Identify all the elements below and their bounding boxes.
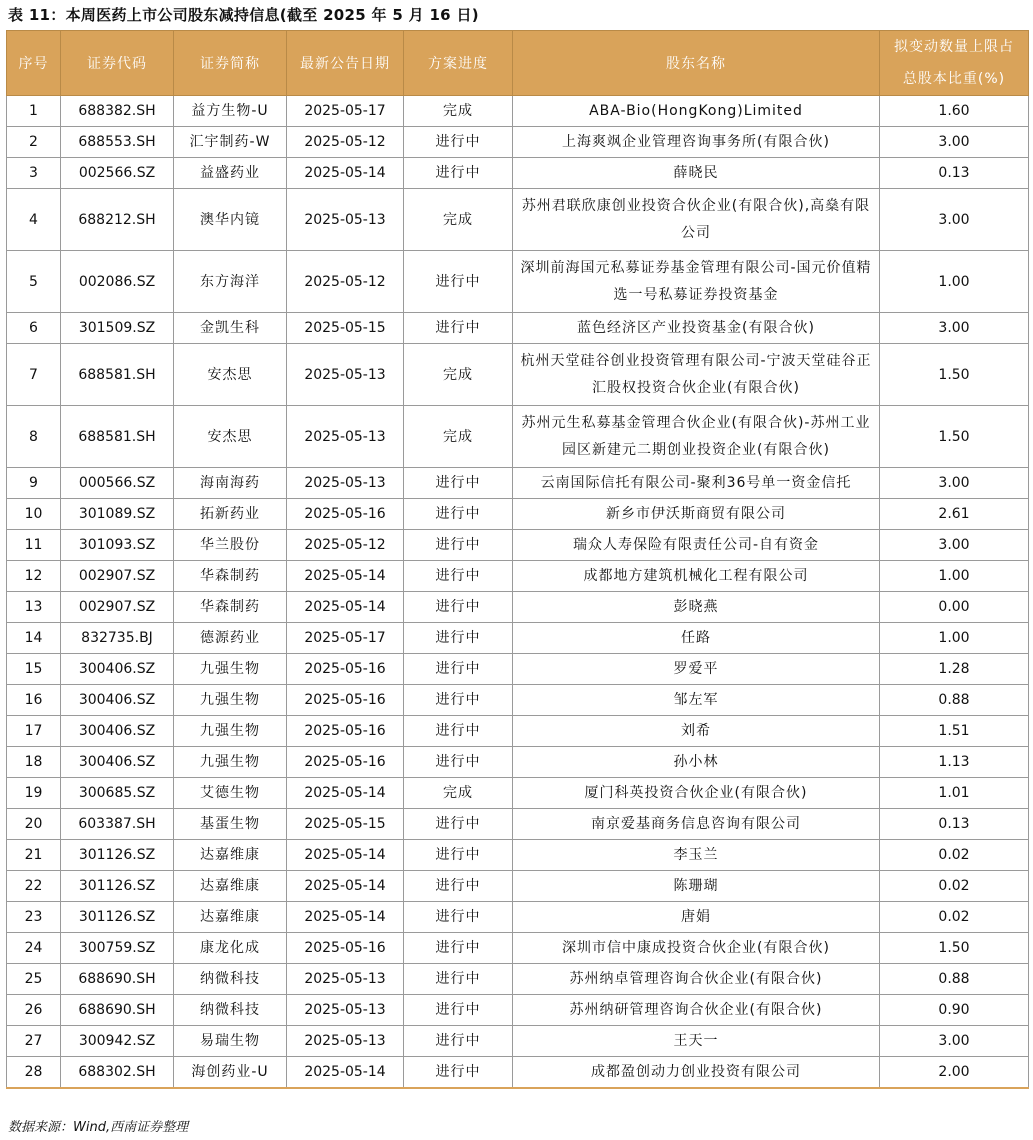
cell-progress: 进行中: [404, 716, 513, 747]
cell-date: 2025-05-16: [287, 685, 404, 716]
cell-code: 688690.SH: [61, 995, 174, 1026]
cell-code: 300942.SZ: [61, 1026, 174, 1057]
cell-no: 23: [7, 902, 61, 933]
cell-holder: 上海爽飒企业管理咨询事务所(有限合伙): [513, 127, 880, 158]
cell-progress: 进行中: [404, 747, 513, 778]
cell-ratio: 1.51: [880, 716, 1029, 747]
cell-name: 九强生物: [174, 747, 287, 778]
cell-ratio: 3.00: [880, 127, 1029, 158]
cell-no: 4: [7, 189, 61, 251]
cell-holder: 李玉兰: [513, 840, 880, 871]
cell-name: 达嘉维康: [174, 902, 287, 933]
table-row: [7, 623, 1029, 654]
cell-date: 2025-05-13: [287, 995, 404, 1026]
cell-name: 海创药业-U: [174, 1057, 287, 1089]
table-row: [7, 344, 1029, 406]
table-row: [7, 871, 1029, 902]
table-row: [7, 840, 1029, 871]
cell-holder: 任路: [513, 623, 880, 654]
cell-code: 301093.SZ: [61, 530, 174, 561]
table-row: [7, 1026, 1029, 1057]
cell-holder: 薛晓民: [513, 158, 880, 189]
table-row: [7, 995, 1029, 1026]
cell-date: 2025-05-14: [287, 840, 404, 871]
cell-no: 7: [7, 344, 61, 406]
cell-date: 2025-05-13: [287, 1026, 404, 1057]
cell-progress: 进行中: [404, 1057, 513, 1089]
cell-no: 11: [7, 530, 61, 561]
cell-date: 2025-05-14: [287, 561, 404, 592]
cell-ratio: 0.02: [880, 871, 1029, 902]
cell-progress: 完成: [404, 189, 513, 251]
cell-code: 688302.SH: [61, 1057, 174, 1089]
cell-name: 达嘉维康: [174, 840, 287, 871]
cell-name: 华森制药: [174, 592, 287, 623]
cell-progress: 进行中: [404, 530, 513, 561]
cell-no: 10: [7, 499, 61, 530]
cell-ratio: 0.00: [880, 592, 1029, 623]
cell-no: 25: [7, 964, 61, 995]
cell-date: 2025-05-15: [287, 313, 404, 344]
table-row: [7, 747, 1029, 778]
cell-progress: 进行中: [404, 127, 513, 158]
cell-holder: 苏州元生私募基金管理合伙企业(有限合伙)-苏州工业园区新建元二期创业投资企业(有限合伙): [513, 406, 880, 468]
cell-ratio: 0.13: [880, 809, 1029, 840]
cell-date: 2025-05-13: [287, 189, 404, 251]
cell-name: 九强生物: [174, 654, 287, 685]
cell-holder: 南京爱基商务信息咨询有限公司: [513, 809, 880, 840]
table-row: [7, 96, 1029, 127]
table-row: [7, 778, 1029, 809]
cell-name: 九强生物: [174, 716, 287, 747]
cell-code: 688382.SH: [61, 96, 174, 127]
cell-no: 22: [7, 871, 61, 902]
cell-ratio: 1.28: [880, 654, 1029, 685]
cell-no: 17: [7, 716, 61, 747]
cell-progress: 进行中: [404, 995, 513, 1026]
cell-holder: 深圳前海国元私募证券基金管理有限公司-国元价值精选一号私募证券投资基金: [513, 251, 880, 313]
cell-date: 2025-05-13: [287, 468, 404, 499]
cell-code: 301126.SZ: [61, 871, 174, 902]
cell-no: 16: [7, 685, 61, 716]
cell-holder: 苏州君联欣康创业投资合伙企业(有限合伙),高燊有限公司: [513, 189, 880, 251]
cell-code: 832735.BJ: [61, 623, 174, 654]
table-title: 表 11：本周医药上市公司股东减持信息(截至 2025 年 5 月 16 日): [8, 6, 479, 24]
cell-name: 汇宇制药-W: [174, 127, 287, 158]
cell-ratio: 1.60: [880, 96, 1029, 127]
cell-holder: 陈珊瑚: [513, 871, 880, 902]
cell-code: 300685.SZ: [61, 778, 174, 809]
cell-date: 2025-05-13: [287, 964, 404, 995]
cell-ratio: 1.00: [880, 251, 1029, 313]
table-row: [7, 158, 1029, 189]
table-row: [7, 1057, 1029, 1089]
cell-name: 东方海洋: [174, 251, 287, 313]
header-ratio-line1: 拟变动数量上限占: [894, 39, 1014, 55]
cell-holder: 厦门科英投资合伙企业(有限合伙): [513, 778, 880, 809]
cell-progress: 完成: [404, 344, 513, 406]
table-row: [7, 127, 1029, 158]
cell-code: 301089.SZ: [61, 499, 174, 530]
cell-date: 2025-05-12: [287, 530, 404, 561]
table-row: [7, 964, 1029, 995]
table-row: [7, 561, 1029, 592]
cell-no: 24: [7, 933, 61, 964]
cell-no: 1: [7, 96, 61, 127]
table-row: [7, 189, 1029, 251]
cell-name: 基蛋生物: [174, 809, 287, 840]
cell-name: 海南海药: [174, 468, 287, 499]
header-ratio: [880, 31, 1029, 96]
cell-name: 益方生物-U: [174, 96, 287, 127]
cell-date: 2025-05-16: [287, 747, 404, 778]
cell-date: 2025-05-17: [287, 96, 404, 127]
cell-no: 9: [7, 468, 61, 499]
cell-ratio: 0.90: [880, 995, 1029, 1026]
cell-progress: 进行中: [404, 561, 513, 592]
cell-date: 2025-05-14: [287, 1057, 404, 1089]
cell-holder: 唐娟: [513, 902, 880, 933]
data-source-note: 数据来源：Wind,西南证券整理: [8, 1120, 189, 1135]
cell-date: 2025-05-16: [287, 933, 404, 964]
cell-holder: 邹左军: [513, 685, 880, 716]
cell-no: 26: [7, 995, 61, 1026]
cell-no: 20: [7, 809, 61, 840]
cell-name: 艾德生物: [174, 778, 287, 809]
cell-ratio: 3.00: [880, 468, 1029, 499]
cell-ratio: 3.00: [880, 530, 1029, 561]
header-ratio-line2: 总股本比重(%): [902, 71, 1006, 87]
cell-holder: 成都盈创动力创业投资有限公司: [513, 1057, 880, 1089]
table-header-row: [7, 31, 1029, 96]
cell-name: 安杰思: [174, 406, 287, 468]
cell-progress: 进行中: [404, 468, 513, 499]
header-name: 证券简称: [174, 31, 287, 96]
cell-date: 2025-05-12: [287, 251, 404, 313]
cell-date: 2025-05-14: [287, 158, 404, 189]
cell-holder: 深圳市信中康成投资合伙企业(有限合伙): [513, 933, 880, 964]
cell-date: 2025-05-14: [287, 778, 404, 809]
cell-holder: 杭州天堂硅谷创业投资管理有限公司-宁波天堂硅谷正汇股权投资合伙企业(有限合伙): [513, 344, 880, 406]
cell-code: 301126.SZ: [61, 902, 174, 933]
cell-progress: 进行中: [404, 313, 513, 344]
cell-holder: 彭晓燕: [513, 592, 880, 623]
cell-date: 2025-05-12: [287, 127, 404, 158]
cell-progress: 进行中: [404, 871, 513, 902]
table-row: [7, 592, 1029, 623]
cell-progress: 进行中: [404, 685, 513, 716]
cell-name: 华森制药: [174, 561, 287, 592]
cell-ratio: 0.88: [880, 685, 1029, 716]
table-row: [7, 468, 1029, 499]
table-row: [7, 654, 1029, 685]
cell-name: 纳微科技: [174, 964, 287, 995]
cell-code: 000566.SZ: [61, 468, 174, 499]
cell-ratio: 2.00: [880, 1057, 1029, 1089]
cell-date: 2025-05-14: [287, 902, 404, 933]
cell-code: 300759.SZ: [61, 933, 174, 964]
cell-name: 九强生物: [174, 685, 287, 716]
cell-ratio: 1.01: [880, 778, 1029, 809]
cell-progress: 进行中: [404, 158, 513, 189]
cell-ratio: 3.00: [880, 313, 1029, 344]
cell-date: 2025-05-16: [287, 499, 404, 530]
cell-ratio: 3.00: [880, 189, 1029, 251]
cell-name: 德源药业: [174, 623, 287, 654]
cell-ratio: 0.88: [880, 964, 1029, 995]
cell-name: 益盛药业: [174, 158, 287, 189]
cell-code: 002086.SZ: [61, 251, 174, 313]
cell-name: 纳微科技: [174, 995, 287, 1026]
table-row: [7, 530, 1029, 561]
cell-no: 13: [7, 592, 61, 623]
cell-ratio: 1.00: [880, 623, 1029, 654]
cell-holder: 成都地方建筑机械化工程有限公司: [513, 561, 880, 592]
cell-code: 300406.SZ: [61, 685, 174, 716]
cell-date: 2025-05-16: [287, 654, 404, 685]
table-row: [7, 902, 1029, 933]
cell-holder: 孙小林: [513, 747, 880, 778]
cell-ratio: 1.13: [880, 747, 1029, 778]
table-row: [7, 251, 1029, 313]
cell-holder: 蓝色经济区产业投资基金(有限合伙): [513, 313, 880, 344]
cell-progress: 进行中: [404, 623, 513, 654]
cell-no: 8: [7, 406, 61, 468]
cell-holder: 罗爱平: [513, 654, 880, 685]
cell-code: 002566.SZ: [61, 158, 174, 189]
cell-no: 5: [7, 251, 61, 313]
cell-no: 14: [7, 623, 61, 654]
cell-progress: 进行中: [404, 592, 513, 623]
table-row: [7, 685, 1029, 716]
cell-progress: 进行中: [404, 654, 513, 685]
cell-no: 28: [7, 1057, 61, 1089]
cell-ratio: 2.61: [880, 499, 1029, 530]
cell-code: 301509.SZ: [61, 313, 174, 344]
cell-name: 华兰股份: [174, 530, 287, 561]
cell-no: 6: [7, 313, 61, 344]
cell-no: 2: [7, 127, 61, 158]
cell-code: 688581.SH: [61, 344, 174, 406]
cell-name: 易瑞生物: [174, 1026, 287, 1057]
cell-name: 澳华内镜: [174, 189, 287, 251]
cell-ratio: 1.00: [880, 561, 1029, 592]
table-row: [7, 499, 1029, 530]
cell-code: 300406.SZ: [61, 654, 174, 685]
cell-ratio: 0.02: [880, 840, 1029, 871]
cell-no: 19: [7, 778, 61, 809]
header-progress: 方案进度: [404, 31, 513, 96]
header-date: 最新公告日期: [287, 31, 404, 96]
cell-no: 21: [7, 840, 61, 871]
table-row: [7, 933, 1029, 964]
table-row: [7, 313, 1029, 344]
cell-code: 300406.SZ: [61, 716, 174, 747]
cell-ratio: 0.02: [880, 902, 1029, 933]
cell-ratio: 1.50: [880, 933, 1029, 964]
cell-code: 688553.SH: [61, 127, 174, 158]
cell-name: 安杰思: [174, 344, 287, 406]
cell-holder: 瑞众人寿保险有限责任公司-自有资金: [513, 530, 880, 561]
cell-code: 688212.SH: [61, 189, 174, 251]
cell-holder: 云南国际信托有限公司-聚利36号单一资金信托: [513, 468, 880, 499]
cell-ratio: 1.50: [880, 344, 1029, 406]
cell-holder: ABA-Bio(HongKong)Limited: [513, 96, 880, 127]
cell-progress: 进行中: [404, 933, 513, 964]
cell-holder: 苏州纳研管理咨询合伙企业(有限合伙): [513, 995, 880, 1026]
cell-ratio: 0.13: [880, 158, 1029, 189]
cell-date: 2025-05-14: [287, 871, 404, 902]
cell-progress: 进行中: [404, 251, 513, 313]
cell-code: 002907.SZ: [61, 592, 174, 623]
cell-progress: 进行中: [404, 809, 513, 840]
shareholder-reduction-table: [6, 30, 1029, 1089]
cell-name: 达嘉维康: [174, 871, 287, 902]
cell-holder: 刘希: [513, 716, 880, 747]
header-code: 证券代码: [61, 31, 174, 96]
table-row: [7, 406, 1029, 468]
cell-no: 27: [7, 1026, 61, 1057]
cell-date: 2025-05-13: [287, 344, 404, 406]
cell-code: 002907.SZ: [61, 561, 174, 592]
table-row: [7, 809, 1029, 840]
cell-no: 12: [7, 561, 61, 592]
header-no: 序号: [7, 31, 61, 96]
header-holder: 股东名称: [513, 31, 880, 96]
cell-progress: 完成: [404, 96, 513, 127]
cell-holder: 新乡市伊沃斯商贸有限公司: [513, 499, 880, 530]
cell-code: 300406.SZ: [61, 747, 174, 778]
cell-code: 688690.SH: [61, 964, 174, 995]
table-row: [7, 716, 1029, 747]
cell-date: 2025-05-15: [287, 809, 404, 840]
cell-progress: 进行中: [404, 1026, 513, 1057]
cell-no: 15: [7, 654, 61, 685]
cell-code: 603387.SH: [61, 809, 174, 840]
cell-progress: 完成: [404, 406, 513, 468]
cell-ratio: 3.00: [880, 1026, 1029, 1057]
cell-code: 301126.SZ: [61, 840, 174, 871]
cell-name: 金凯生科: [174, 313, 287, 344]
cell-no: 18: [7, 747, 61, 778]
cell-date: 2025-05-16: [287, 716, 404, 747]
cell-name: 拓新药业: [174, 499, 287, 530]
cell-ratio: 1.50: [880, 406, 1029, 468]
cell-progress: 进行中: [404, 499, 513, 530]
cell-progress: 进行中: [404, 964, 513, 995]
cell-code: 688581.SH: [61, 406, 174, 468]
cell-holder: 苏州纳卓管理咨询合伙企业(有限合伙): [513, 964, 880, 995]
cell-holder: 王天一: [513, 1026, 880, 1057]
cell-name: 康龙化成: [174, 933, 287, 964]
cell-date: 2025-05-14: [287, 592, 404, 623]
cell-progress: 进行中: [404, 840, 513, 871]
cell-progress: 完成: [404, 778, 513, 809]
cell-progress: 进行中: [404, 902, 513, 933]
cell-no: 3: [7, 158, 61, 189]
cell-date: 2025-05-17: [287, 623, 404, 654]
cell-date: 2025-05-13: [287, 406, 404, 468]
